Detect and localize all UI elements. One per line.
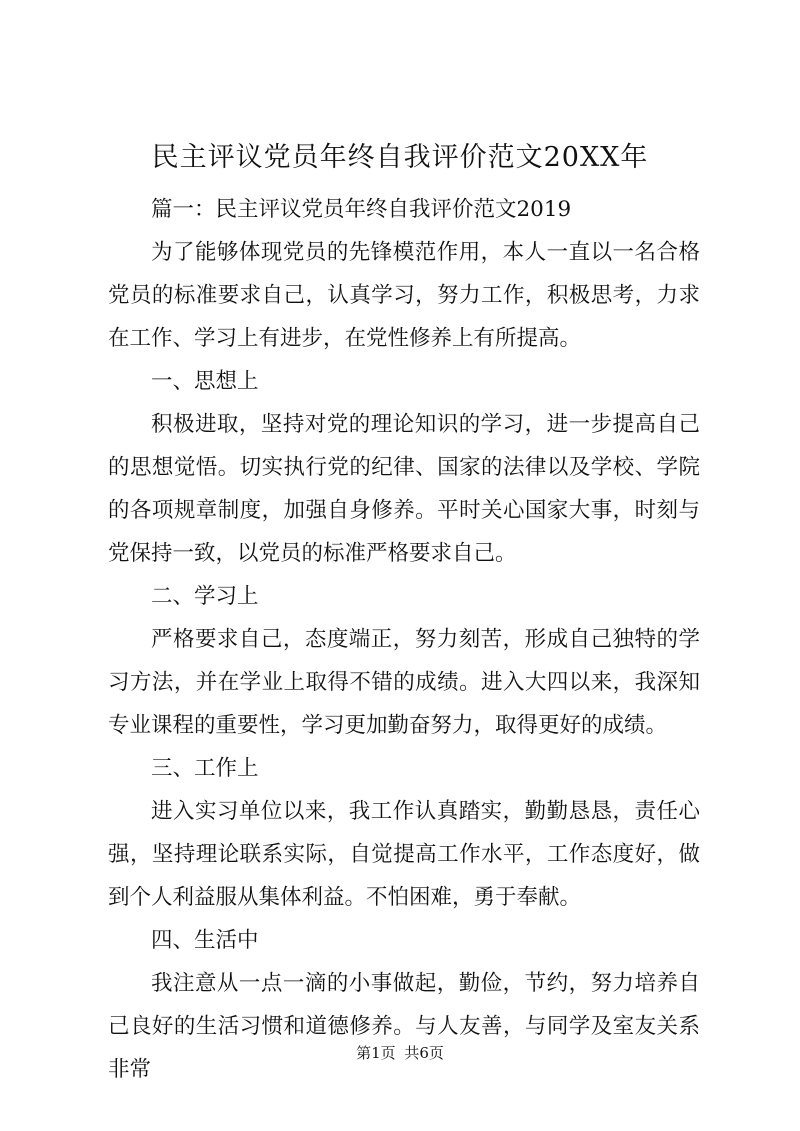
section-heading-thought: 一、思想上 <box>151 369 259 394</box>
section-heading-life: 四、生活中 <box>151 928 259 953</box>
page-footer <box>0 1043 800 1063</box>
section-heading-article-one: 篇一：民主评议党员年终自我评价范文2019 <box>151 197 572 222</box>
study-paragraph: 严格要求自己，态度端正，努力刻苦，形成自己独特的学习方法，并在学业上取得不错的成绩。进入大四以来，我深知专业课程的重要性，学习更加勤奋努力，取得更好的成绩。 <box>108 627 700 738</box>
document-title: 民主评议党员年终自我评价范文20XX年 <box>151 142 649 173</box>
section-heading-study: 二、学习上 <box>151 584 259 609</box>
intro-paragraph: 为了能够体现党员的先锋模范作用，本人一直以一名合格党员的标准要求自己，认真学习，努力工作，积极思考，力求在工作、学习上有进步，在党性修养上有所提高。 <box>108 240 700 351</box>
thought-paragraph: 积极进取，坚持对党的理论知识的学习，进一步提高自己的思想觉悟。切实执行党的纪律、国家的法律以及学校、学院的各项规章制度，加强自身修养。平时关心国家大事，时刻与党保持一致，以党员的标准严格要求自己。 <box>108 412 700 566</box>
work-paragraph: 进入实习单位以来，我工作认真踏实，勤勤恳恳，责任心强，坚持理论联系实际，自觉提高工作水平，工作态度好，做到个人利益服从集体利益。不怕困难，勇于奉献。 <box>108 799 700 910</box>
section-heading-work: 三、工作上 <box>151 756 259 781</box>
life-paragraph: 我注意从一点一滴的小事做起，勤俭，节约，努力培养自己良好的生活习惯和道德修养。与人友善，与同学及室友关系非常 <box>108 971 700 1082</box>
document-body <box>108 188 700 1091</box>
page-total: 共6页 <box>404 1044 444 1062</box>
page-number: 第1页 <box>356 1044 396 1062</box>
